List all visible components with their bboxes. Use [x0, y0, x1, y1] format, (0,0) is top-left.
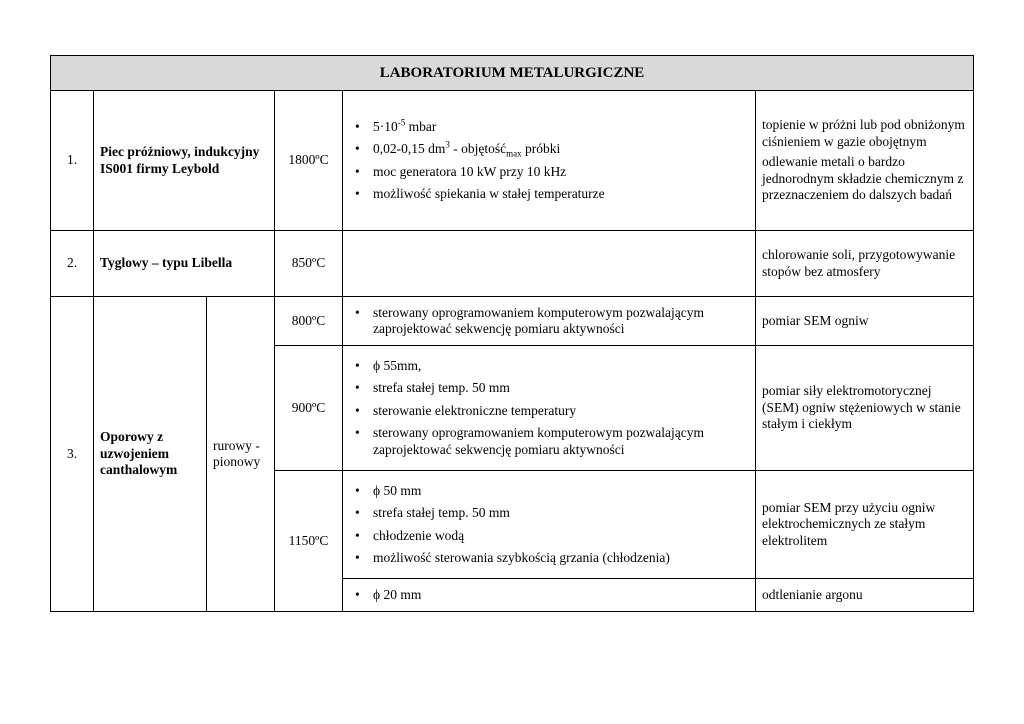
applications-cell	[756, 471, 974, 579]
max-temperature: 800ºC	[275, 297, 343, 346]
table-row	[51, 91, 974, 231]
feature-exponent: -5	[397, 117, 406, 127]
furnace-subtype: rurowy - pionowy	[207, 297, 275, 612]
max-temperature: 1150ºC	[275, 471, 343, 612]
list-item: • chłodzenie wodą	[349, 528, 749, 545]
feature-text: próbki	[521, 141, 561, 156]
applications-cell	[756, 231, 974, 297]
list-item	[349, 119, 749, 136]
features-cell	[343, 231, 756, 297]
features-list	[349, 119, 749, 203]
max-temperature: 900ºC	[275, 346, 343, 471]
list-item: • ϕ 20 mm	[349, 587, 749, 604]
list-item: • ϕ 55mm,	[349, 358, 749, 375]
max-temperature: 1800ºC	[275, 91, 343, 231]
list-item: • sterowanie elektroniczne temperatury	[349, 403, 749, 420]
features-cell	[343, 91, 756, 231]
application-text: pomiar siły elektromotorycznej (SEM) ogniw stężeniowych w stanie stałym i ciekłym	[762, 383, 961, 432]
furnace-name: Oporowy z uzwojeniem canthalowym	[94, 297, 207, 612]
list-item: • sterowany oprogramowaniem komputerowym pozwalającym zaprojektować sekwencję pomiaru aktywności	[349, 305, 749, 338]
row-number: 1.	[51, 91, 94, 231]
table-row	[51, 231, 974, 297]
list-item: • ϕ 50 mm	[349, 483, 749, 500]
list-item: • strefa stałej temp. 50 mm	[349, 380, 749, 397]
table-title: LABORATORIUM METALURGICZNE	[51, 56, 974, 91]
application-text: odtlenianie argonu	[762, 586, 863, 602]
applications-cell	[756, 91, 974, 231]
features-cell	[343, 579, 756, 612]
feature-text: - objętość	[449, 141, 507, 156]
applications-cell	[756, 297, 974, 346]
table-header-row	[51, 56, 974, 91]
row-number: 2.	[51, 231, 94, 297]
list-item: • możliwość sterowania szybkością grzania (chłodzenia)	[349, 550, 749, 567]
features-list	[349, 483, 749, 567]
application-text: topienie w próżni lub pod obniżonym ciśnieniem w gazie obojętnym	[762, 117, 965, 149]
applications-cell	[756, 346, 974, 471]
feature-subscript: max	[506, 148, 522, 159]
list-item: • sterowany oprogramowaniem komputerowym pozwalającym zaprojektować sekwencję pomiaru aktywności	[349, 425, 749, 458]
application-text: pomiar SEM przy użyciu ogniw elektrochemicznych ze stałym elektrolitem	[762, 499, 936, 548]
features-cell	[343, 471, 756, 579]
table-row	[51, 297, 974, 346]
features-cell	[343, 297, 756, 346]
furnace-name: Piec próżniowy, indukcyjny IS001 firmy Leybold	[94, 91, 275, 231]
features-cell	[343, 346, 756, 471]
feature-unit: mbar	[405, 118, 437, 134]
features-list	[349, 358, 749, 459]
list-item: • strefa stałej temp. 50 mm	[349, 505, 749, 522]
list-item: • możliwość spiekania w stałej temperaturze	[349, 186, 749, 203]
features-list	[349, 305, 749, 338]
row-number: 3.	[51, 297, 94, 612]
application-text: pomiar SEM ogniw	[762, 312, 869, 328]
applications-cell	[756, 579, 974, 612]
furnace-name: Tyglowy – typu Libella	[94, 231, 275, 297]
lab-equipment-table	[50, 55, 974, 612]
list-item	[349, 141, 749, 158]
application-text: odlewanie metali o bardzo jednorodnym składzie chemicznym z przeznaczeniem do dalszych badań	[762, 154, 964, 203]
application-text: chlorowanie soli, przygotowywanie stopów bez atmosfery	[762, 247, 956, 279]
feature-text: 5·10	[373, 118, 398, 134]
features-list	[349, 587, 749, 604]
list-item: • moc generatora 10 kW przy 10 kHz	[349, 164, 749, 181]
feature-exponent: 3	[445, 139, 450, 150]
max-temperature: 850ºC	[275, 231, 343, 297]
feature-text: 0,02-0,15 dm	[373, 141, 446, 156]
